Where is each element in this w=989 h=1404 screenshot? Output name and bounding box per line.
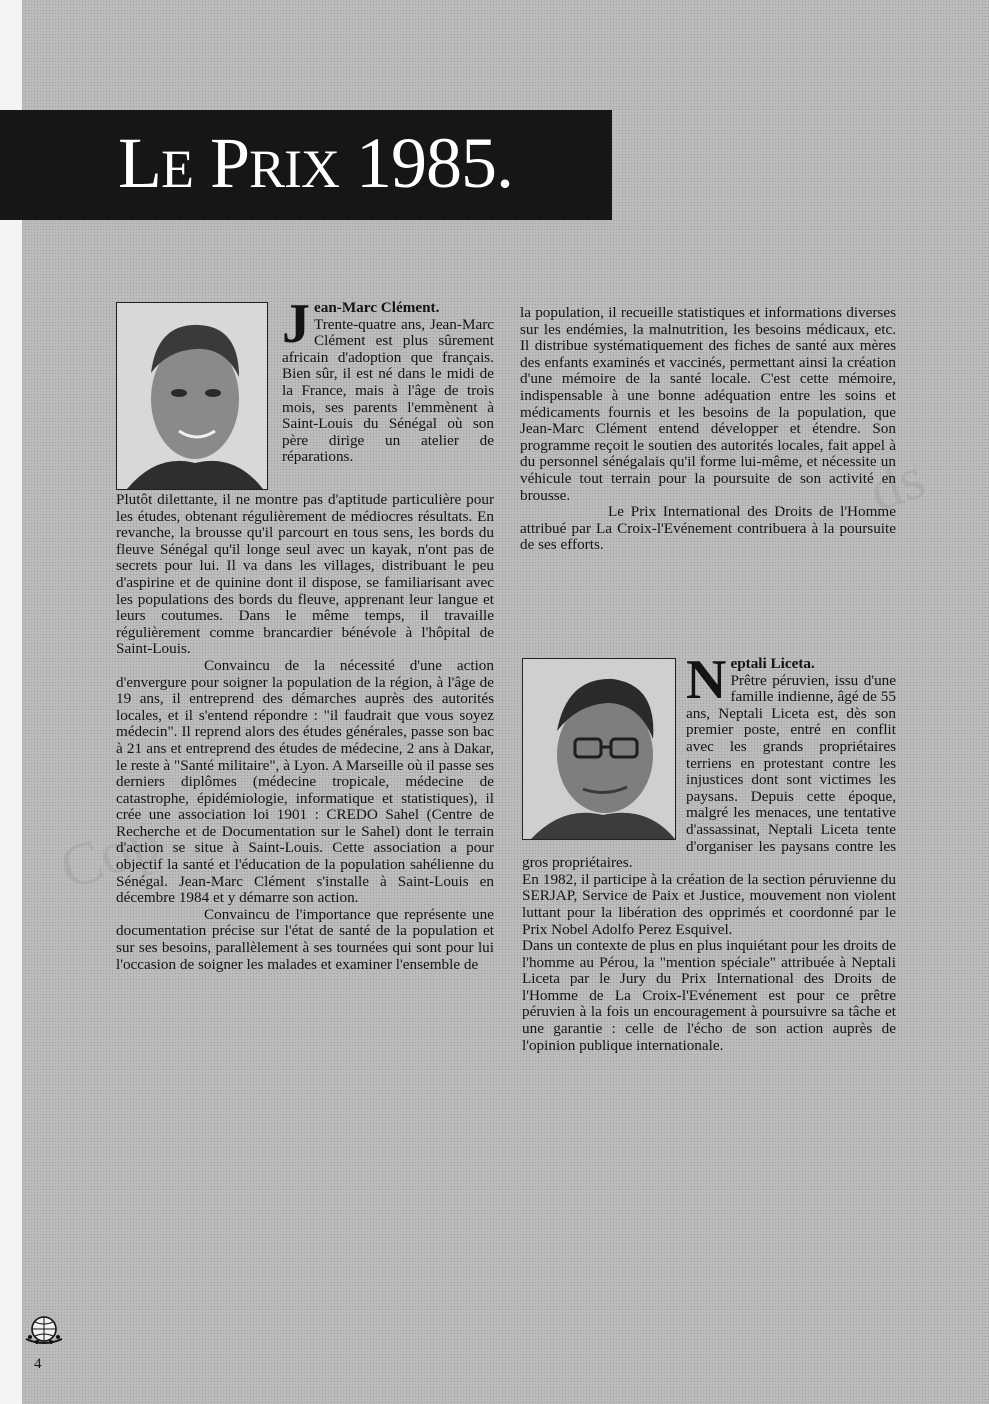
watermark-right: ds bbox=[860, 443, 933, 525]
dropcap-liceta: N bbox=[686, 649, 727, 711]
column-right bbox=[520, 305, 896, 554]
name-liceta: eptali Liceta. bbox=[730, 655, 815, 672]
clement-para-5: la population, il recueille statistiques et informations diverses sur les endémies, la malnutrition, les besoins médicaux, etc. Il distribue systématiquement des fiches de santé aux mères des enfants examinés et vaccinés, permettant ainsi la création d'une mémoire de la santé locale. C'est cette mémoire, indispensable à une bonne adéquation entre les soins et médicaments fournis et les besoins de la population, que Jean-Marc Clément entend développer et étendre. Son programme reçoit le soutien des autorités locales, fait appel à du personnel sénégalais qu'il forme lui-même, et nécessite un véhicule tout terrain pour la poursuite de son activité en brousse. bbox=[520, 304, 896, 504]
page-number: 4 bbox=[34, 1356, 42, 1372]
liceta-para-1: Prêtre péruvien, issu d'une famille indienne, âgé de 55 ans, Neptali Liceta est, dès son premier poste, entré en conflit avec les grands propriétaires terriens en protestant contre les injustices dont sont victimes les paysans. Depuis cette époque, malgré les menaces, une tentative d'assassinat, Neptali Liceta tente d'organiser les paysans contre les gros propriétaires. bbox=[522, 671, 896, 872]
clement-para-4: Convaincu de l'importance que représente une documentation précise sur l'état de santé de la population et sur ses besoins, parallèlement à ses tournées qui sont pour lui l'occasion de soigner les malades et examiner l'ensemble de bbox=[116, 905, 494, 973]
globe-logo-icon bbox=[24, 1313, 64, 1347]
dropcap-clement: J bbox=[282, 293, 310, 355]
portrait-clement-image bbox=[117, 303, 267, 489]
page-title: LE PRIX 1985. bbox=[118, 123, 514, 203]
portrait-clement bbox=[116, 302, 268, 490]
clement-para-2: Plutôt dilettante, il ne montre pas d'aptitude particulière pour les études, obtenant régulièrement de médiocres résultats. En revanche, la brousse qu'il parcourt en tous sens, les bords du fleuve Sénégal qu'il longe seul avec un kayak, n'ont pas de secrets pour lui. Il va dans les villages, distribuant le peu d'aspirine et de quinine dont il dispose, se familiarisant avec les populations des bords du fleuve, apprenant leur langue et leurs coutumes. Dans le même temps, il travaille régulièrement comme brancardier bénévole à l'hôpital de Saint-Louis. bbox=[116, 491, 494, 658]
name-clement: ean-Marc Clément. bbox=[314, 299, 440, 316]
clement-para-1: Trente-quatre ans, Jean-Marc Clément est plus sûrement africain d'adoption que français. Bien sûr, il est né dans le midi de la France, mais à l'âge de trois mois, ses parents l'emmènent à Saint-Louis du Sénégal où son père dirige un atelier de réparations. bbox=[282, 315, 494, 466]
liceta-para-3: Dans un contexte de plus en plus inquiétant pour les droits de l'homme au Pérou, la "mention spéciale" attribuée à Neptali Liceta par le Jury du Prix International des Droits de l'Homme de La Croix-l'Evénement est pour ce prêtre péruvien à la fois un encouragement à poursuivre sa tâche et une garantie : celle de l'écho de son action auprès de l'opinion publique internationale. bbox=[522, 937, 896, 1054]
portrait-liceta bbox=[522, 658, 676, 840]
clement-para-3: Convaincu de la nécessité d'une action d'envergure pour soigner la population de la région, à l'âge de 19 ans, il entreprend des démarches auprès des autorités locales, et il s'entend répondre : "il faudrait que vous soyez médecin". Il reprend alors des études générales, passe son bac à 21 ans et entreprend des études de médecine, 2 ans à Dakar, le reste à "Santé militaire", à Lyon. A Marseille où il passe ses derniers diplômes (médecine tropicale, médecine de catastrophe, épidémiologie, informatique et statistiques), il crée une association loi 1901 : CREDO Sahel (Centre de Recherche et de Documentation sur le Sahel) dont le terrain d'action se situe à Saint-Louis. Cette association a pour objectif la santé et l'éducation de la population sahélienne du Sénégal. Jean-Marc Clément s'installe à Saint-Louis en décembre 1984 et y démarre son action. bbox=[116, 656, 494, 907]
clement-para-6: Le Prix International des Droits de l'Homme attribué par La Croix-l'Evénement contribuera à la poursuite de ses efforts. bbox=[520, 503, 896, 554]
column-left bbox=[116, 293, 494, 973]
column-right-liceta bbox=[522, 649, 896, 1054]
liceta-para-2: En 1982, il participe à la création de la section péruvienne du SERJAP, Service de Paix et Justice, mouvement non violent luttant pour la libération des opprimés et coordonné par le Prix Nobel Adolfo Perez Esquivel. bbox=[522, 870, 896, 938]
watermark-left: Cop bbox=[51, 805, 169, 903]
portrait-liceta-image bbox=[523, 659, 675, 839]
